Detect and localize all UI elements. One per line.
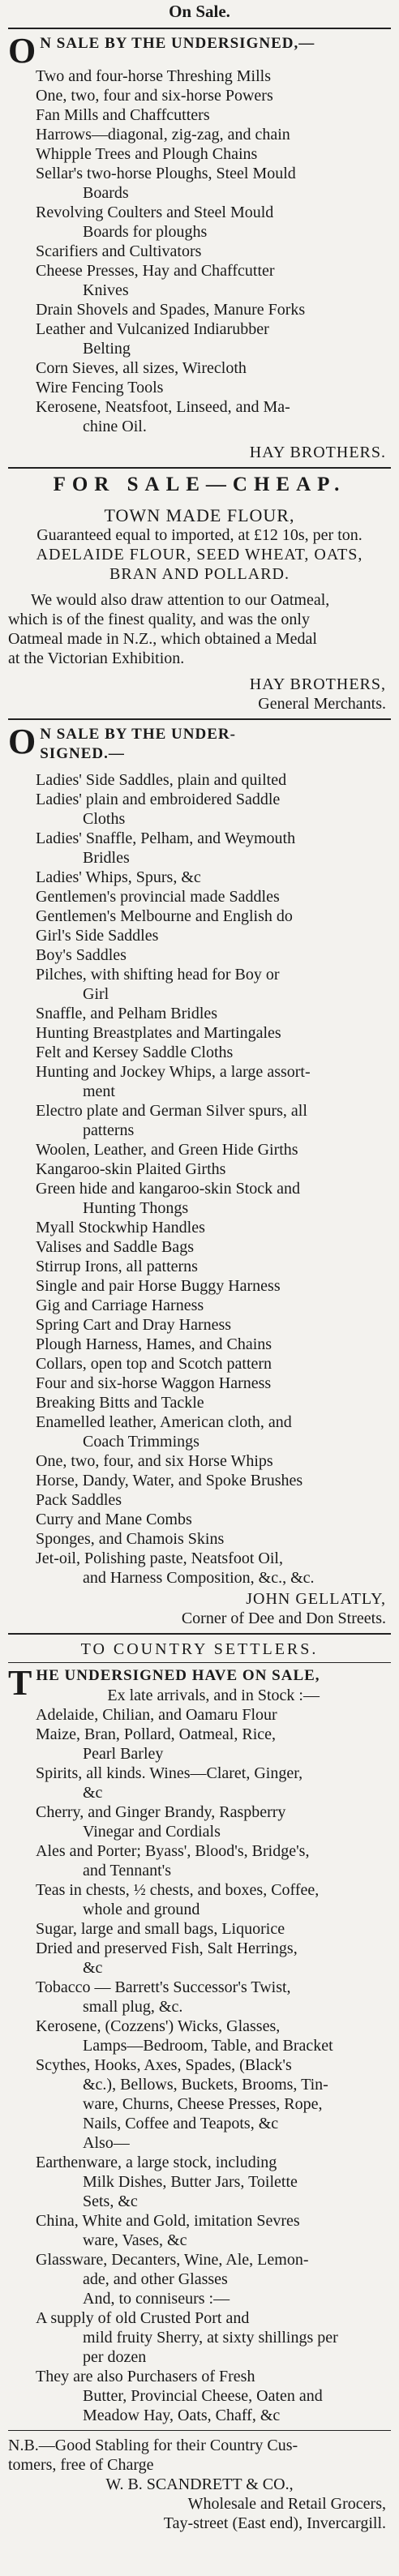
ad2-signature-title: General Merchants. bbox=[258, 695, 386, 713]
list-item: ment bbox=[83, 1082, 115, 1100]
list-item: Milk Dishes, Butter Jars, Toilette bbox=[83, 2173, 298, 2191]
ad-hay-brothers-flour bbox=[8, 475, 391, 714]
ad2-line2: BRAN AND POLLARD. bbox=[109, 565, 290, 583]
list-item: whole and ground bbox=[83, 1901, 200, 1918]
list-item: Kangaroo-skin Plaited Girths bbox=[36, 1160, 226, 1178]
ad2-subtitle: TOWN MADE FLOUR, bbox=[104, 505, 295, 525]
divider bbox=[8, 1662, 391, 1663]
list-item: Scarifiers and Cultivators bbox=[36, 242, 202, 260]
list-item: One, two, four and six-horse Powers bbox=[36, 87, 273, 105]
list-item: Spirits, all kinds. Wines—Claret, Ginger, bbox=[36, 1764, 303, 1782]
list-item: Ladies' Snaffle, Pelham, and Weymouth bbox=[36, 829, 296, 847]
list-item: Adelaide, Chilian, and Oamaru Flour bbox=[36, 1706, 277, 1724]
list-item: Lamps—Bedroom, Table, and Bracket bbox=[83, 2037, 333, 2055]
list-item: ade, and other Glasses bbox=[83, 2270, 228, 2288]
ad4-signature-trade: Wholesale and Retail Grocers, bbox=[187, 2495, 386, 2513]
list-item: and Harness Composition, &c., &c. bbox=[83, 1569, 315, 1587]
list-item: Curry and Mane Combs bbox=[36, 1511, 192, 1528]
ad2-guarantee: Guaranteed equal to imported, at £12 10s, per ton. bbox=[36, 526, 363, 544]
drop-cap: T bbox=[8, 1663, 33, 1703]
list-item: Electro plate and German Silver spurs, all bbox=[36, 1102, 307, 1120]
list-item: Girl's Side Saddles bbox=[36, 927, 159, 945]
list-item: Pack Saddles bbox=[36, 1491, 122, 1509]
divider bbox=[8, 718, 391, 720]
list-item: Snaffle, and Pelham Bridles bbox=[36, 1005, 218, 1022]
ad1-heading-text: N SALE BY THE UNDERSIGNED,— bbox=[40, 35, 315, 52]
ad3-heading-line1: N SALE BY THE UNDER- bbox=[40, 726, 236, 743]
drop-cap: O bbox=[8, 722, 37, 761]
ad-john-gellatly-saddlery bbox=[8, 722, 391, 1628]
list-item: Spring Cart and Dray Harness bbox=[36, 1316, 232, 1334]
list-item: Valises and Saddle Bags bbox=[36, 1238, 194, 1256]
divider bbox=[8, 2430, 391, 2431]
list-item: Felt and Kersey Saddle Cloths bbox=[36, 1044, 234, 1061]
list-item: Also— bbox=[83, 2134, 130, 2152]
list-item: Sugar, large and small bags, Liquorice bbox=[36, 1920, 285, 1938]
list-item: Fan Mills and Chaffcutters bbox=[36, 106, 210, 124]
list-item: &c bbox=[83, 1959, 103, 1977]
list-item: Knives bbox=[83, 281, 129, 299]
drop-cap: O bbox=[8, 31, 37, 71]
list-item: Four and six-horse Waggon Harness bbox=[36, 1374, 272, 1392]
list-item: Ales and Porter; Byass', Blood's, Bridge's, bbox=[36, 1842, 310, 1860]
list-item: Ladies' Whips, Spurs, &c bbox=[36, 868, 201, 886]
list-item: Dried and preserved Fish, Salt Herrings, bbox=[36, 1940, 298, 1957]
ad1-signature: HAY BROTHERS. bbox=[249, 444, 386, 461]
paragraph-line: We would also draw attention to our Oatmeal, bbox=[31, 591, 330, 609]
list-item: One, two, four, and six Horse Whips bbox=[36, 1452, 273, 1470]
list-item: And, to conniseurs :— bbox=[83, 2290, 230, 2308]
list-item: Gig and Carriage Harness bbox=[36, 1297, 204, 1314]
list-item: Myall Stockwhip Handles bbox=[36, 1219, 205, 1237]
list-item: Revolving Coulters and Steel Mould bbox=[36, 204, 274, 221]
list-item: Tobacco — Barrett's Successor's Twist, bbox=[36, 1978, 291, 1996]
list-item: Glassware, Decanters, Wine, Ale, Lemon- bbox=[36, 2251, 309, 2269]
list-item: Corn Sieves, all sizes, Wirecloth bbox=[36, 359, 247, 377]
list-item: Leather and Vulcanized Indiarubber bbox=[36, 320, 269, 338]
ad4-title: TO COUNTRY SETTLERS. bbox=[80, 1640, 319, 1658]
list-item: Bridles bbox=[83, 849, 130, 867]
ad1-item-list bbox=[8, 66, 391, 436]
ad1-heading bbox=[8, 31, 391, 71]
ad4-signature-address: Tay-street (East end), Invercargill. bbox=[163, 2514, 386, 2532]
ad3-signature-name: JOHN GELLATLY, bbox=[246, 1590, 386, 1608]
list-item: Cloths bbox=[83, 810, 126, 828]
masthead-title: On Sale. bbox=[169, 2, 230, 21]
divider bbox=[8, 467, 391, 469]
ad2-paragraph bbox=[8, 590, 391, 668]
list-item: Belting bbox=[83, 340, 131, 358]
list-item: Collars, open top and Scotch pattern bbox=[36, 1355, 272, 1373]
paragraph-line: at the Victorian Exhibition. bbox=[8, 649, 185, 667]
list-item: &c bbox=[83, 1784, 103, 1802]
ad3-item-list bbox=[8, 770, 391, 1588]
list-item: Stirrup Irons, all patterns bbox=[36, 1258, 198, 1275]
ad2-signature-name: HAY BROTHERS, bbox=[249, 675, 386, 693]
ad4-signature-name: W. B. SCANDRETT & CO., bbox=[105, 2475, 294, 2493]
list-item: Kerosene, Neatsfoot, Linseed, and Ma- bbox=[36, 398, 290, 416]
list-item: patterns bbox=[83, 1121, 135, 1139]
list-item: Harrows—diagonal, zig-zag, and chain bbox=[36, 126, 290, 144]
divider bbox=[8, 28, 391, 29]
list-item: Two and four-horse Threshing Mills bbox=[36, 67, 272, 85]
list-item: Jet-oil, Polishing paste, Neatsfoot Oil, bbox=[36, 1549, 283, 1567]
paragraph-line: Oatmeal made in N.Z., which obtained a Medal bbox=[8, 630, 317, 648]
list-item: mild fruity Sherry, at sixty shillings per bbox=[83, 2329, 338, 2347]
ad4-subheading: Ex late arrivals, and in Stock :— bbox=[107, 1687, 320, 1704]
list-item: Ladies' plain and embroidered Saddle bbox=[36, 791, 281, 808]
list-item: Pilches, with shifting head for Boy or bbox=[36, 966, 280, 984]
list-item: Maize, Bran, Pollard, Oatmeal, Rice, bbox=[36, 1725, 277, 1743]
list-item: Gentlemen's Melbourne and English do bbox=[36, 907, 293, 925]
ad2-line1: ADELAIDE FLOUR, SEED WHEAT, OATS, bbox=[36, 546, 363, 564]
paragraph-line: which is of the finest quality, and was the only bbox=[8, 611, 310, 628]
list-item: ware, Churns, Cheese Presses, Rope, bbox=[83, 2095, 323, 2113]
list-item: Single and pair Horse Buggy Harness bbox=[36, 1277, 281, 1295]
ad-hay-brothers-implements bbox=[8, 31, 391, 462]
list-item: Breaking Bitts and Tackle bbox=[36, 1394, 204, 1412]
list-item: and Tennant's bbox=[83, 1862, 172, 1879]
list-item: Sellar's two-horse Ploughs, Steel Mould bbox=[36, 165, 296, 182]
list-item: Vinegar and Cordials bbox=[83, 1823, 221, 1841]
list-item: Cherry, and Ginger Brandy, Raspberry bbox=[36, 1803, 286, 1821]
list-item: per dozen bbox=[83, 2348, 147, 2366]
list-item: Sponges, and Chamois Skins bbox=[36, 1530, 225, 1548]
ad4-note-line2: tomers, free of Charge bbox=[8, 2456, 154, 2474]
list-item: Scythes, Hooks, Axes, Spades, (Black's bbox=[36, 2056, 292, 2074]
list-item: Pearl Barley bbox=[83, 1745, 164, 1763]
divider bbox=[8, 1633, 391, 1635]
list-item: Meadow Hay, Oats, Chaff, &c bbox=[83, 2407, 281, 2424]
list-item: small plug, &c. bbox=[83, 1998, 183, 2016]
list-item: China, White and Gold, imitation Sevres bbox=[36, 2212, 300, 2230]
list-item: Hunting and Jockey Whips, a large assort- bbox=[36, 1063, 311, 1081]
list-item: Horse, Dandy, Water, and Spoke Brushes bbox=[36, 1472, 303, 1489]
list-item: Boards bbox=[83, 184, 129, 202]
ad4-note-line1: N.B.—Good Stabling for their Country Cus- bbox=[8, 2437, 298, 2454]
list-item: Woolen, Leather, and Green Hide Girths bbox=[36, 1141, 298, 1159]
list-item: Hunting Thongs bbox=[83, 1199, 189, 1217]
ad-scandrett-grocers bbox=[8, 1639, 391, 2533]
list-item: Drain Shovels and Spades, Manure Forks bbox=[36, 301, 306, 319]
list-item: chine Oil. bbox=[83, 418, 147, 435]
ad4-item-list bbox=[8, 1705, 391, 2425]
list-item: Wire Fencing Tools bbox=[36, 379, 164, 396]
list-item: Ladies' Side Saddles, plain and quilted bbox=[36, 771, 287, 789]
list-item: Earthenware, a large stock, including bbox=[36, 2154, 277, 2171]
list-item: Green hide and kangaroo-skin Stock and bbox=[36, 1180, 301, 1198]
list-item: Nails, Coffee and Teapots, &c bbox=[83, 2115, 279, 2132]
list-item: Boards for ploughs bbox=[83, 223, 208, 241]
ad4-heading-text: HE UNDERSIGNED HAVE ON SALE, bbox=[36, 1667, 320, 1684]
list-item: Gentlemen's provincial made Saddles bbox=[36, 888, 280, 906]
ad2-title: FOR SALE—CHEAP. bbox=[53, 474, 346, 495]
list-item: Girl bbox=[83, 985, 109, 1003]
list-item: A supply of old Crusted Port and bbox=[36, 2309, 250, 2327]
list-item: Teas in chests, ½ chests, and boxes, Coffee, bbox=[36, 1881, 320, 1899]
list-item: They are also Purchasers of Fresh bbox=[36, 2368, 255, 2385]
ad3-heading-line2: SIGNED.— bbox=[40, 745, 125, 762]
ad3-signature-address: Corner of Dee and Don Streets. bbox=[181, 1609, 386, 1627]
list-item: Boy's Saddles bbox=[36, 946, 127, 964]
list-item: Plough Harness, Hames, and Chains bbox=[36, 1335, 272, 1353]
list-item: Hunting Breastplates and Martingales bbox=[36, 1024, 281, 1042]
list-item: ware, Vases, &c bbox=[83, 2231, 187, 2249]
list-item: Sets, &c bbox=[83, 2192, 138, 2210]
list-item: Enamelled leather, American cloth, and bbox=[36, 1413, 292, 1431]
list-item: Cheese Presses, Hay and Chaffcutter bbox=[36, 262, 275, 280]
list-item: Coach Trimmings bbox=[83, 1433, 200, 1451]
list-item: Kerosene, (Cozzens') Wicks, Glasses, bbox=[36, 2017, 281, 2035]
list-item: Whipple Trees and Plough Chains bbox=[36, 145, 258, 163]
list-item: &c.), Bellows, Buckets, Brooms, Tin- bbox=[83, 2076, 328, 2094]
list-item: Butter, Provincial Cheese, Oaten and bbox=[83, 2387, 323, 2405]
